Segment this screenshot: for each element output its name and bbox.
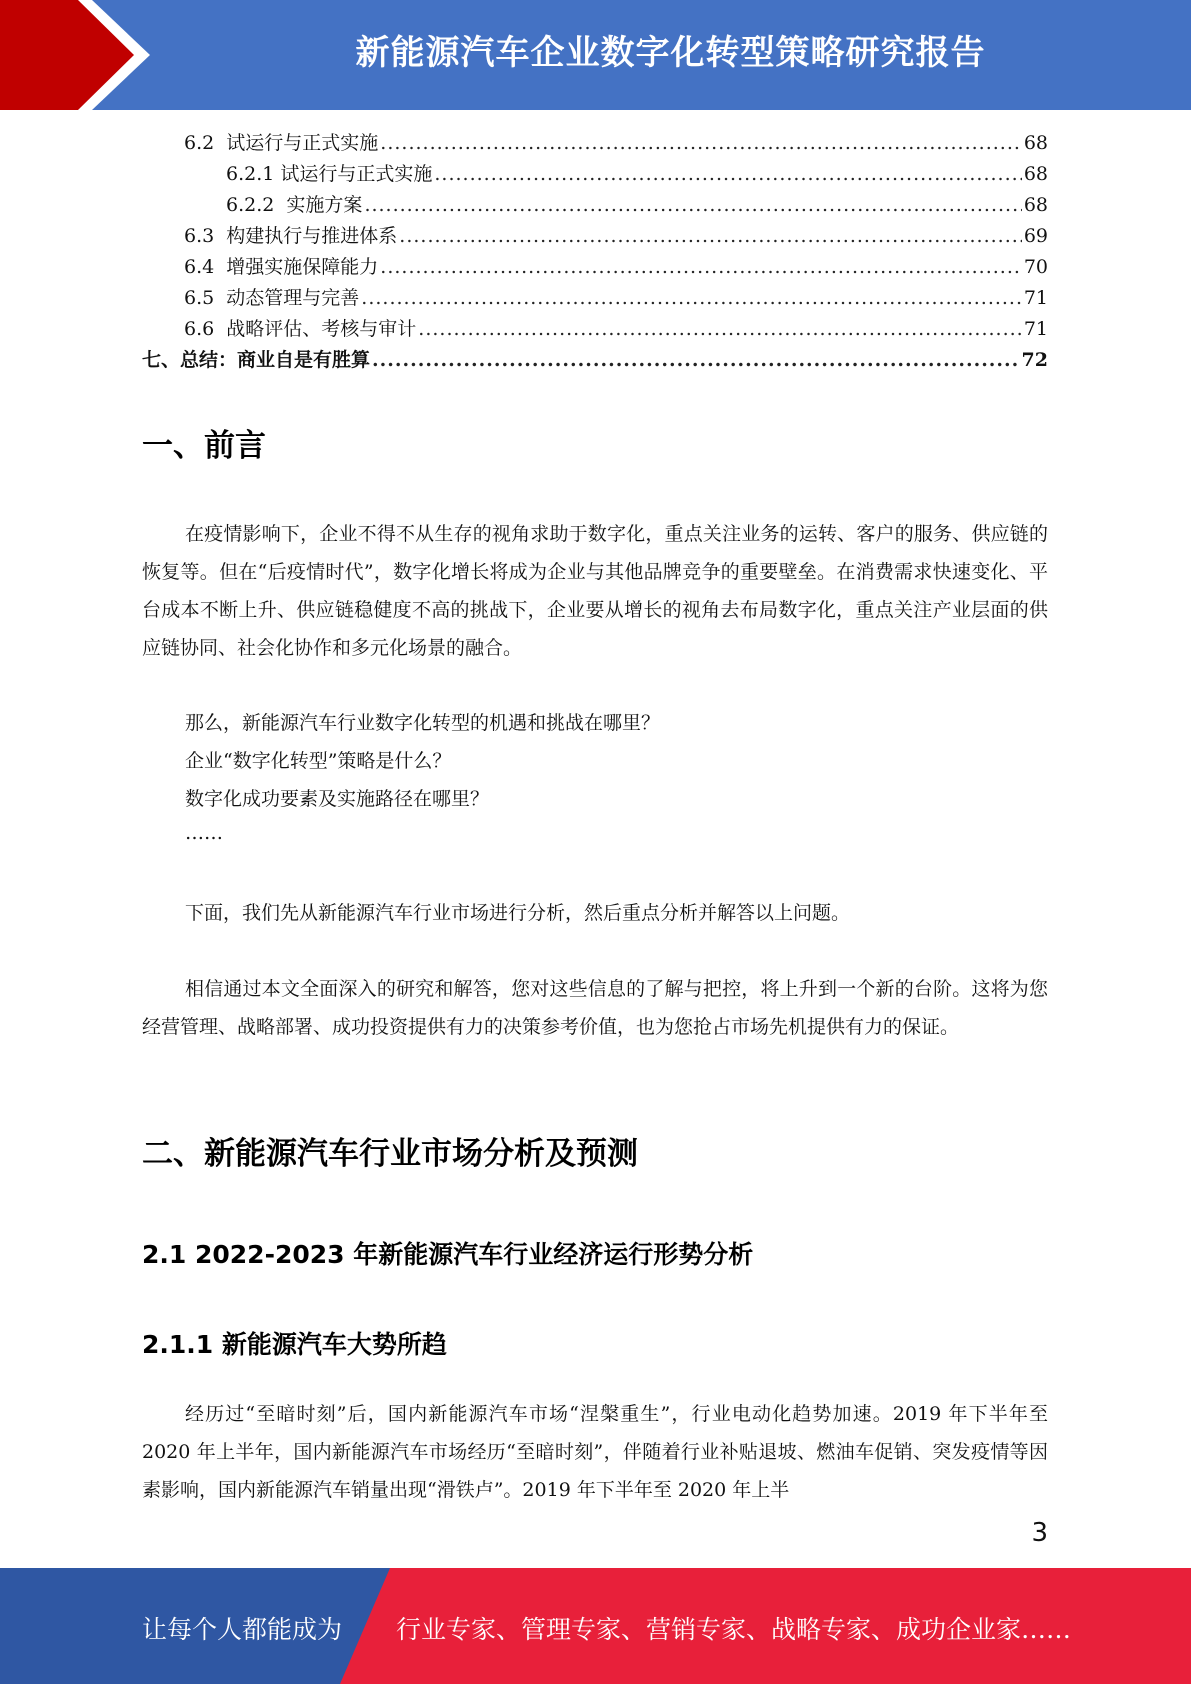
question-item: 数字化成功要素及实施路径在哪里？ — [185, 788, 490, 810]
toc-leader — [434, 159, 1021, 190]
toc-leader — [399, 221, 1022, 252]
toc-entry[interactable] — [142, 345, 1048, 376]
intro-paragraph: 下面，我们先从新能源汽车行业市场进行分析，然后重点分析并解答以上问题。 — [185, 902, 851, 924]
section-heading-preface: 一、前言 — [142, 428, 266, 464]
toc-entry[interactable] — [142, 159, 1048, 190]
page-footer — [0, 1568, 1191, 1684]
page-header — [0, 0, 1191, 110]
toc-entry-label: 6.2 试运行与正式实施 — [184, 132, 379, 154]
toc-leader — [364, 190, 1021, 221]
subsection-heading: 2.1 2022-2023 年新能源汽车行业经济运行形势分析 — [142, 1240, 754, 1269]
toc-entry-page: 70 — [1023, 256, 1048, 278]
toc-entry-page: 68 — [1023, 163, 1048, 185]
toc-entry-page: 72 — [1021, 349, 1048, 371]
toc-entry-label: 6.2.2 实施方案 — [226, 194, 363, 216]
table-of-contents — [142, 128, 1048, 376]
toc-entry[interactable] — [142, 128, 1048, 159]
subsubsection-heading: 2.1.1 新能源汽车大势所趋 — [142, 1330, 447, 1359]
toc-entry-page: 71 — [1023, 287, 1048, 309]
footer-slogan-left: 让每个人都能成为 — [142, 1615, 343, 1644]
toc-leader — [372, 345, 1020, 376]
toc-entry-page: 68 — [1023, 132, 1048, 154]
toc-entry-label: 6.3 构建执行与推进体系 — [184, 225, 398, 247]
toc-entry[interactable] — [142, 314, 1048, 345]
toc-leader — [380, 128, 1022, 159]
toc-entry-page: 69 — [1023, 225, 1048, 247]
section-heading-market: 二、新能源汽车行业市场分析及预测 — [142, 1136, 638, 1172]
market-paragraph: 经历过“至暗时刻”后，国内新能源汽车市场“涅槃重生”，行业电动化趋势加速。2019 年下半年至 2020 年上半年，国内新能源汽车市场经历“至暗时刻”，伴随着行业补贴退坡、燃油车促销、突发疫情等因素影响，国内新能源汽车销量出现“滑铁卢”。2019 年下半年至 2020 年上半 — [142, 1403, 1048, 1501]
toc-entry-label: 6.6 战略评估、考核与审计 — [184, 318, 417, 340]
toc-leader — [418, 314, 1022, 345]
report-title: 新能源汽车企业数字化转型策略研究报告 — [355, 33, 986, 73]
footer-slogan-right: 行业专家、管理专家、营销专家、战略专家、成功企业家…… — [396, 1615, 1072, 1644]
toc-entry-page: 71 — [1023, 318, 1048, 340]
toc-entry[interactable] — [142, 283, 1048, 314]
toc-entry[interactable] — [142, 190, 1048, 221]
toc-leader — [361, 283, 1022, 314]
toc-entry-label: 6.4 增强实施保障能力 — [184, 256, 379, 278]
toc-entry-label: 6.2.1 试运行与正式实施 — [226, 163, 433, 185]
toc-entry-label: 6.5 动态管理与完善 — [184, 287, 360, 309]
page-number: 3 — [1031, 1518, 1048, 1548]
toc-entry[interactable] — [142, 221, 1048, 252]
question-ellipsis: …… — [185, 822, 223, 844]
toc-leader — [380, 252, 1022, 283]
closing-paragraph: 相信通过本文全面深入的研究和解答，您对这些信息的了解与把控，将上升到一个新的台阶。这将为您经营管理、战略部署、成功投资提供有力的决策参考价值，也为您抢占市场先机提供有力的保证。 — [142, 978, 1048, 1038]
toc-entry-label: 七、总结：商业自是有胜算 — [142, 349, 371, 371]
preface-paragraph: 在疫情影响下，企业不得不从生存的视角求助于数字化，重点关注业务的运转、客户的服务、供应链的恢复等。但在“后疫情时代”，数字化增长将成为企业与其他品牌竞争的重要壁垒。在消费需求快速变化、平台成本不断上升、供应链稳健度不高的挑战下，企业要从增长的视角去布局数字化，重点关注产业层面的供应链协同、社会化协作和多元化场景的融合。 — [142, 523, 1048, 659]
question-item: 企业“数字化转型”策略是什么？ — [185, 750, 452, 772]
toc-entry[interactable] — [142, 252, 1048, 283]
toc-entry-page: 68 — [1023, 194, 1048, 216]
header-red-chevron — [0, 0, 145, 110]
question-item: 那么，新能源汽车行业数字化转型的机遇和挑战在哪里？ — [185, 712, 661, 734]
